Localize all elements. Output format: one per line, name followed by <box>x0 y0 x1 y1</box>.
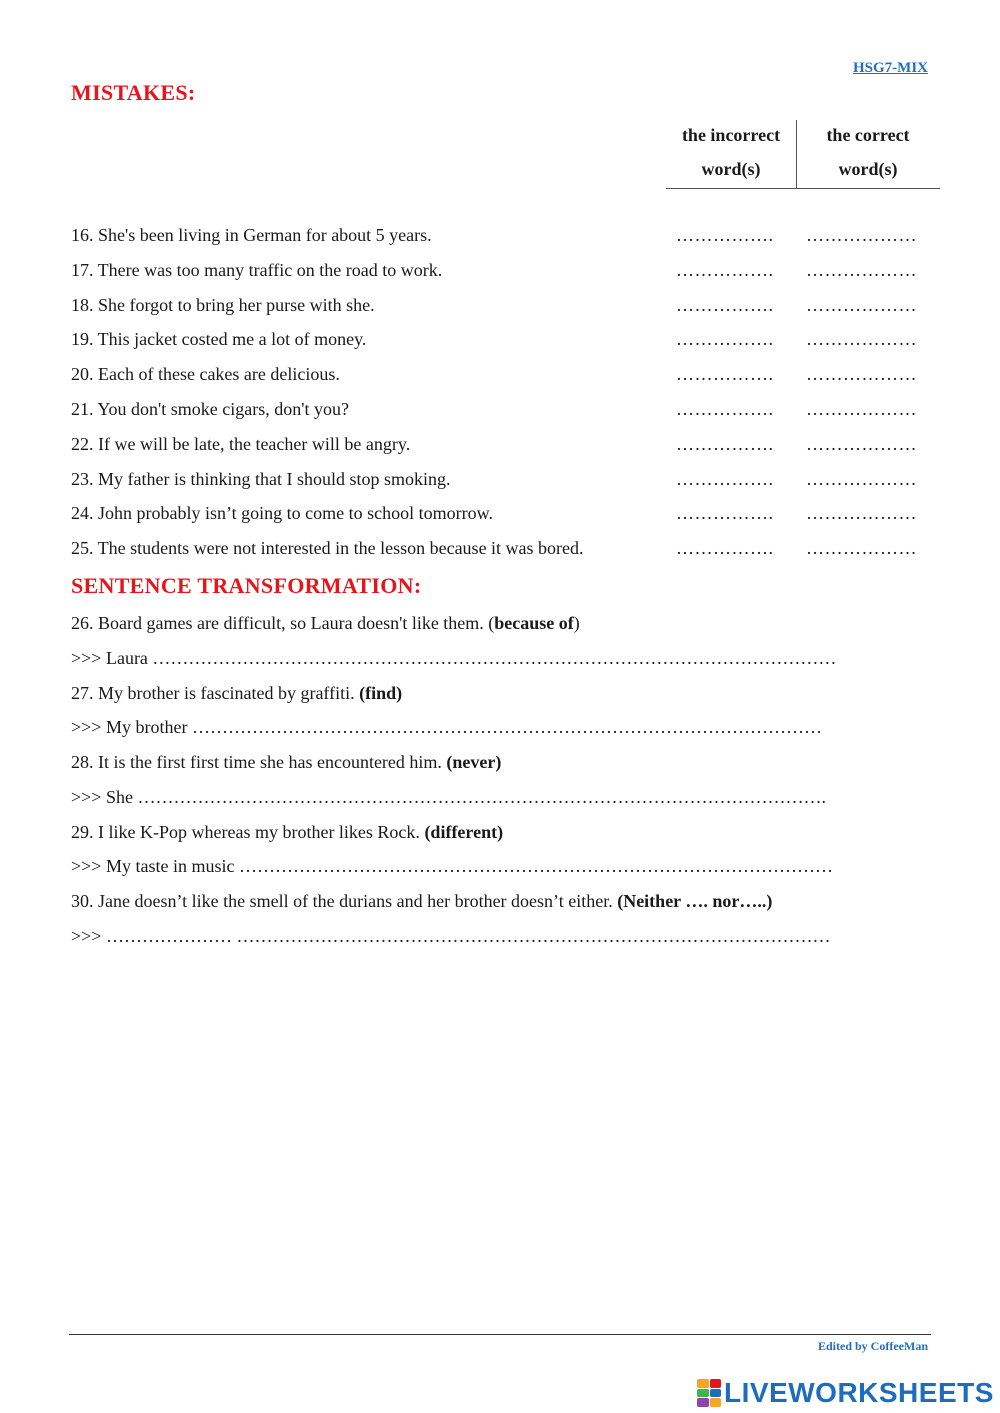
answer-line[interactable]: >>> She ……………………………………………………………………………………………………. <box>71 786 826 807</box>
transformation-prompt <box>71 683 931 704</box>
correct-word-blank[interactable]: ……………… <box>806 364 917 385</box>
prompt-text: 26. Board games are difficult, so Laura doesn't like them. ( <box>71 613 495 633</box>
footer-rule <box>69 1334 931 1335</box>
mistake-item <box>71 329 951 363</box>
answer-line[interactable]: >>> Laura …………………………………………………………………………………………………… <box>71 647 837 668</box>
incorrect-word-blank[interactable]: ……………. <box>676 399 774 419</box>
mistake-item <box>71 364 951 398</box>
correct-word-blank[interactable]: ……………… <box>806 259 917 280</box>
worksheet-code: HSG7-MIX <box>853 60 928 76</box>
answer-line[interactable]: >>> My brother …………………………………………………………………………………………… <box>71 717 822 738</box>
liveworksheets-logo <box>697 1376 994 1410</box>
incorrect-word-blank[interactable]: ……………. <box>676 329 774 350</box>
incorrect-word-blank[interactable]: ……………. <box>676 538 774 559</box>
answer-line[interactable]: >>> ………………… ……………………………………………………………………………………… <box>71 925 831 946</box>
liveworksheets-logo-icon <box>697 1379 721 1407</box>
transformation-prompt <box>71 891 931 912</box>
keyword: because of <box>494 613 574 633</box>
column-divider <box>796 120 797 188</box>
answer-line[interactable]: >>> My taste in music ……………………………………………………………………………………… <box>71 856 833 877</box>
incorrect-word-blank[interactable]: ……………. <box>676 364 774 385</box>
correct-word-blank[interactable]: ……………… <box>806 329 917 350</box>
prompt-text: 27. My brother is fascinated by graffiti. <box>71 682 360 703</box>
mistake-sentence: 19. This jacket costed me a lot of money. <box>71 329 367 350</box>
prompt-text: 30. Jane doesn’t like the smell of the durians and her brother doesn’t either. <box>71 891 618 911</box>
correct-word-blank[interactable]: ……………… <box>806 399 917 419</box>
incorrect-word-blank[interactable]: ……………. <box>676 433 774 454</box>
mistake-sentence: 23. My father is thinking that I should stop smoking. <box>71 468 451 489</box>
correct-word-blank[interactable]: ……………… <box>806 468 917 489</box>
keyword: (find) <box>359 682 403 703</box>
mistake-item <box>71 225 951 259</box>
liveworksheets-wordmark: LIVEWORKSHEETS <box>724 1377 994 1408</box>
header-rule <box>666 188 940 189</box>
keyword: (never) <box>446 752 502 772</box>
mistake-sentence: 17. There was too many traffic on the road to work. <box>71 259 443 280</box>
mistake-item <box>71 399 951 433</box>
mistake-item <box>71 538 951 572</box>
mistake-sentence: 24. John probably isn’t going to come to school tomorrow. <box>71 503 493 524</box>
mistakes-title: MISTAKES: <box>71 80 196 105</box>
mistake-item <box>71 503 951 537</box>
incorrect-word-blank[interactable]: ……………. <box>676 468 774 489</box>
prompt-text: 28. It is the first first time she has encountered him. <box>71 752 447 772</box>
column-header-correct: the correct word(s) <box>826 125 910 179</box>
editor-credit: Edited by CoffeeMan <box>818 1339 928 1353</box>
mistake-sentence: 25. The students were not interested in the lesson because it was bored. <box>71 538 584 559</box>
transformation-prompt <box>71 752 931 773</box>
correct-word-blank[interactable]: ……………… <box>806 294 917 315</box>
incorrect-word-blank[interactable]: ……………. <box>676 225 774 245</box>
keyword: (different) <box>424 821 504 842</box>
column-header-incorrect: the incorrect word(s) <box>681 125 781 179</box>
correct-word-blank[interactable]: ……………… <box>806 538 917 559</box>
prompt-suffix: ) <box>573 613 580 633</box>
mistake-item <box>71 260 951 294</box>
incorrect-word-blank[interactable]: ……………. <box>676 294 774 315</box>
mistake-item <box>71 434 951 468</box>
transformation-title: SENTENCE TRANSFORMATION: <box>71 573 422 598</box>
keyword: (Neither …. nor…..) <box>617 891 773 911</box>
incorrect-word-blank[interactable]: ……………. <box>676 503 774 524</box>
prompt-text: 29. I like K-Pop whereas my brother likes Rock. <box>71 821 425 842</box>
transformation-prompt <box>71 613 931 634</box>
mistake-sentence: 21. You don't smoke cigars, don't you? <box>71 399 349 419</box>
correct-word-blank[interactable]: ……………… <box>806 433 917 454</box>
correct-word-blank[interactable]: ……………… <box>806 225 917 245</box>
mistake-item <box>71 469 951 503</box>
mistake-sentence: 16. She's been living in German for about 5 years. <box>71 225 432 245</box>
mistake-sentence: 22. If we will be late, the teacher will be angry. <box>71 433 411 454</box>
transformation-prompt <box>71 822 931 843</box>
correct-word-blank[interactable]: ……………… <box>806 503 917 524</box>
incorrect-word-blank[interactable]: ……………. <box>676 259 774 280</box>
mistake-sentence: 20. Each of these cakes are delicious. <box>71 364 340 385</box>
mistake-item <box>71 295 951 329</box>
mistake-sentence: 18. She forgot to bring her purse with she. <box>71 294 375 315</box>
